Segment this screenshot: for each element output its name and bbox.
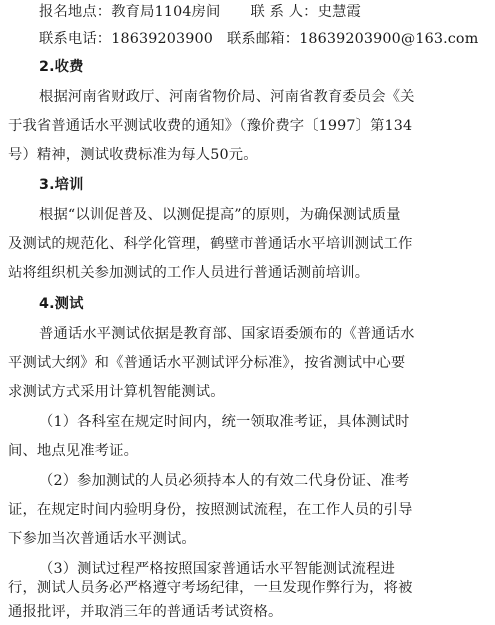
paragraph-line: 平测试大纲》和《普通话水平测试评分标准》，按省测试中心要 — [8, 355, 406, 371]
contact-row-location — [39, 3, 495, 21]
email-value: 18639203900@163.com — [299, 31, 479, 47]
list-item-line: （1）各科室在规定时间内，统一领取准考证，具体测试时 — [39, 414, 410, 430]
phone-value: 18639203900 — [111, 31, 213, 47]
list-item-line: 证，在规定时间内验明身份，按照测试流程，在工作人员的引导 — [8, 502, 413, 518]
contact-row-phone — [39, 30, 495, 48]
paragraph-line: 于我省普通话水平测试收费的通知》（豫价费字〔1997〕第134 — [8, 118, 413, 134]
section-heading-testing: 4.测试 — [39, 296, 84, 312]
paragraph-line: 根据“以训促普及、以测促提高”的原则，为确保测试质量 — [39, 207, 401, 223]
contact-person-value: 史慧霞 — [317, 4, 361, 20]
email-label: 联系邮箱： — [226, 31, 300, 47]
contact-person-label: 联 系 人： — [250, 4, 318, 20]
list-item-line: 行，测试人员务必严格遵守考场纪律，一旦发现作弊行为，将被 — [8, 580, 413, 596]
section-heading-training: 3.培训 — [39, 177, 84, 193]
paragraph-line: 站将组织机关参加测试的工作人员进行普通话测前培训。 — [8, 265, 370, 281]
location-label: 报名地点： — [39, 4, 112, 20]
list-item-line: 下参加当次普通话水平测试。 — [8, 531, 196, 547]
section-heading-fee: 2.收费 — [39, 59, 84, 75]
list-item-line: （3）测试过程严格按照国家普通话水平智能测试流程进 — [39, 561, 395, 577]
paragraph-line: 号）精神，测试收费标准为每人50元。 — [8, 147, 258, 163]
paragraph-line: 普通话水平测试依据是教育部、国家语委颁布的《普通话水 — [39, 326, 415, 342]
paragraph-line: 求测试方式采用计算机智能测试。 — [8, 384, 225, 400]
list-item-line: 间、地点见准考证。 — [8, 443, 139, 459]
list-item-line: （2）参加测试的人员必须持本人的有效二代身份证、准考 — [39, 473, 410, 489]
list-item-line: 通报批评，并取消三年的普通话考试资格。 — [8, 604, 283, 620]
paragraph-line: 及测试的规范化、科学化管理，鹤壁市普通话水平培训测试工作 — [8, 236, 413, 252]
location-value: 教育局1104房间 — [111, 4, 221, 20]
phone-label: 联系电话： — [39, 31, 112, 47]
paragraph-line: 根据河南省财政厅、河南省物价局、河南省教育委员会《关 — [39, 89, 415, 105]
